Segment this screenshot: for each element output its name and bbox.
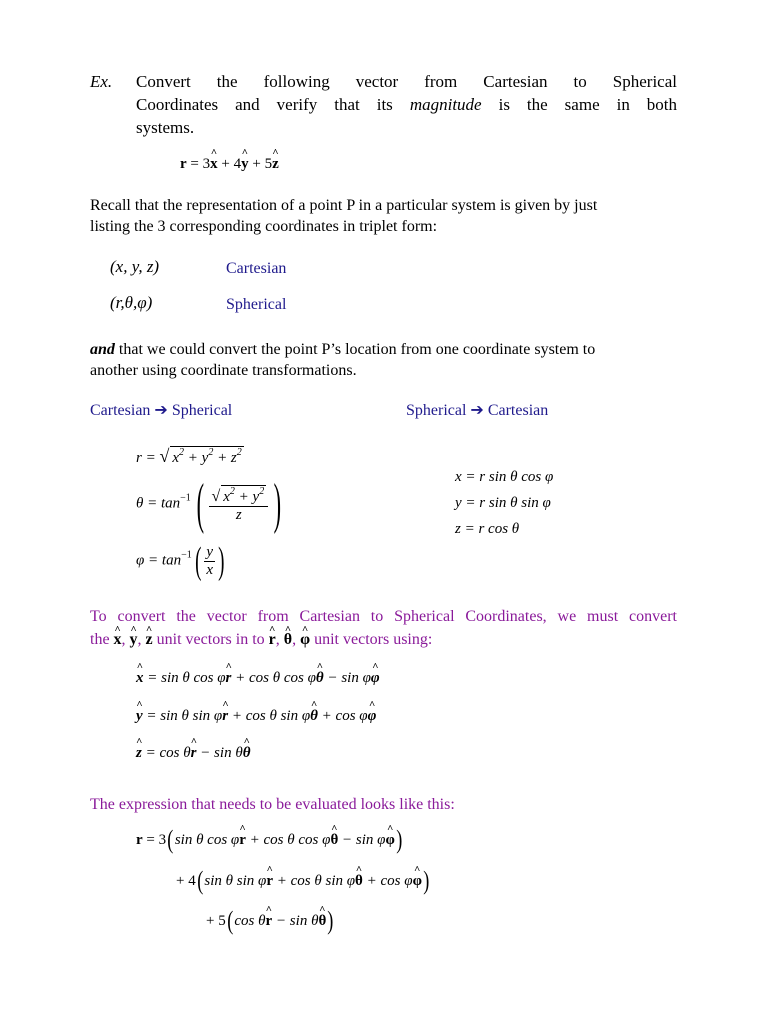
r-lhs: r = xyxy=(136,450,156,466)
and-line1 xyxy=(90,339,595,360)
recall-paragraph xyxy=(90,195,597,237)
z-hat-equation: z ^ = cos θr ^ − sin θθ ^ xyxy=(136,745,250,762)
expr-l1-a: sin θ cos φ xyxy=(174,832,240,848)
expr-l2-c: + cos φ xyxy=(366,873,413,889)
convert-paragraph xyxy=(90,605,677,651)
and-line1-text: that we could convert the point P’s location from one coordinate system to xyxy=(118,341,596,358)
z-formula: z = r cos θ xyxy=(455,521,520,537)
phi-inv: −1 xyxy=(181,549,192,561)
example-block xyxy=(90,70,112,93)
example-line1: Convert the following vector from Cartesian to Spherical xyxy=(136,72,677,91)
x-hat-equation: x ^ = sin θ cos φr ^ + cos θ cos φθ ^ − sin φφ ^ xyxy=(136,670,380,687)
expr-l2-pre: + 4 xyxy=(176,873,196,889)
convert-mid: unit vectors in to xyxy=(156,631,265,648)
y-hat: y ^ xyxy=(241,156,249,173)
expr-l1-pre: = 3 xyxy=(146,832,167,848)
vector-r: r xyxy=(180,156,187,172)
example-magnitude: magnitude xyxy=(409,95,482,114)
x-hat-eq-part3: − sin φ xyxy=(327,670,371,686)
theta-denominator: z xyxy=(235,506,242,523)
z-hat: z ^ xyxy=(272,156,279,173)
z-hat-eq-part2: − sin θ xyxy=(200,745,243,761)
z-hat-eq-part1: = cos θ xyxy=(145,745,191,761)
y-hat-equation: y ^ = sin θ sin φr ^ + cos θ sin φθ ^ + cos φφ ^ xyxy=(136,708,376,725)
phi-numerator: y xyxy=(206,543,214,560)
theta-inv: −1 xyxy=(180,492,191,504)
convert-line1: To convert the vector from Cartesian to Spherical Coordinates, we must convert xyxy=(90,608,677,625)
expr-l1-b: + cos θ cos φ xyxy=(249,832,331,848)
example-line2-pre: Coordinates and verify that its xyxy=(136,95,393,114)
expr-l3-a: cos θ xyxy=(234,913,266,929)
theta-formula: $\theta = \tan^{-1}$( $\frac{√ x^2 + y^2}{z}$ ) xyxy=(136,473,282,535)
heading-cart-to-sph: Cartesian ➔ Spherical xyxy=(90,402,233,419)
phi-denominator: x xyxy=(206,561,214,578)
expression-intro: The expression that needs to be evaluated looks like this: xyxy=(90,796,455,813)
phi-fraction xyxy=(204,544,215,579)
heading-sph-to-cart: Spherical ➔ Cartesian xyxy=(406,402,549,419)
expr-l3-pre: + 5 xyxy=(206,913,226,929)
example-line3: systems. xyxy=(136,118,195,137)
x-hat-eq-part2: + cos θ cos φ xyxy=(235,670,316,686)
vector-eq: = 3 xyxy=(190,156,211,172)
convert-line2: the x ^, y ^, z ^ unit vectors in to r ^, θ ^, φ ^ unit vectors using: xyxy=(90,628,677,651)
recall-line1: Recall that the representation of a point P in a particular system is given by just xyxy=(90,197,598,214)
y-hat-eq-part3: + cos φ xyxy=(321,708,368,724)
convert-the: the xyxy=(90,631,110,648)
example-line2 xyxy=(136,93,677,116)
vector-equation xyxy=(180,156,279,173)
theta-fraction: $\frac{√ x^2 + y^2}{z}$ xyxy=(209,485,268,524)
cartesian-label: Cartesian xyxy=(226,260,287,277)
x-hat: x ^ xyxy=(210,156,218,173)
spherical-tuple: (r,θ,φ) xyxy=(110,293,153,312)
expression-line1: r = 3(sin θ cos φr ^ + cos θ cos φθ ^ − sin φφ ^) xyxy=(136,825,404,855)
r-radicand: $x^2 + y^2 + z^2$ xyxy=(172,447,242,466)
x-hat-eq-part1: = sin θ cos φ xyxy=(147,670,226,686)
y-formula: y = r sin θ sin φ xyxy=(455,495,551,511)
convert-post: unit vectors using: xyxy=(314,631,433,648)
recall-line2: listing the 3 corresponding coordinates in triplet form: xyxy=(90,218,438,235)
example-label: Ex. xyxy=(90,72,113,91)
y-hat-eq-part2: + cos θ sin φ xyxy=(231,708,311,724)
example-line2-post: is the same in both xyxy=(498,95,678,114)
and-bold: and xyxy=(90,341,115,358)
phi-lhs: φ = tan xyxy=(136,552,182,569)
phi-formula: $\varphi = \tan^{-1}$( $\frac{y}{x}$ ) xyxy=(136,540,225,582)
r-formula: r = √ $x^2 + y^2 + z^2$ xyxy=(136,446,242,466)
expr-l2-a: sin θ sin φ xyxy=(204,873,267,889)
example-text xyxy=(136,70,677,139)
vector-plus2: + 5 xyxy=(252,156,273,172)
expr-l3-b: − sin θ xyxy=(275,913,319,929)
and-line2: another using coordinate transformations. xyxy=(90,362,357,379)
expression-line3: + 5(cos θr ^ − sin θθ ^) xyxy=(206,906,335,936)
expr-l2-b: + cos θ sin φ xyxy=(276,873,356,889)
x-formula: x = r sin θ cos φ xyxy=(455,469,554,485)
cartesian-tuple: (x, y, z) xyxy=(110,257,160,276)
y-hat-eq-part1: = sin θ sin φ xyxy=(146,708,223,724)
theta-lhs: θ = tan xyxy=(136,495,181,512)
expr-l1-c: − sin φ xyxy=(342,832,386,848)
spherical-label: Spherical xyxy=(226,296,287,313)
expression-line2: + 4(sin θ sin φr ^ + cos θ sin φθ ^ + cos φφ ^) xyxy=(176,866,431,896)
and-paragraph xyxy=(90,339,595,381)
vector-plus1: + 4 xyxy=(221,156,242,172)
